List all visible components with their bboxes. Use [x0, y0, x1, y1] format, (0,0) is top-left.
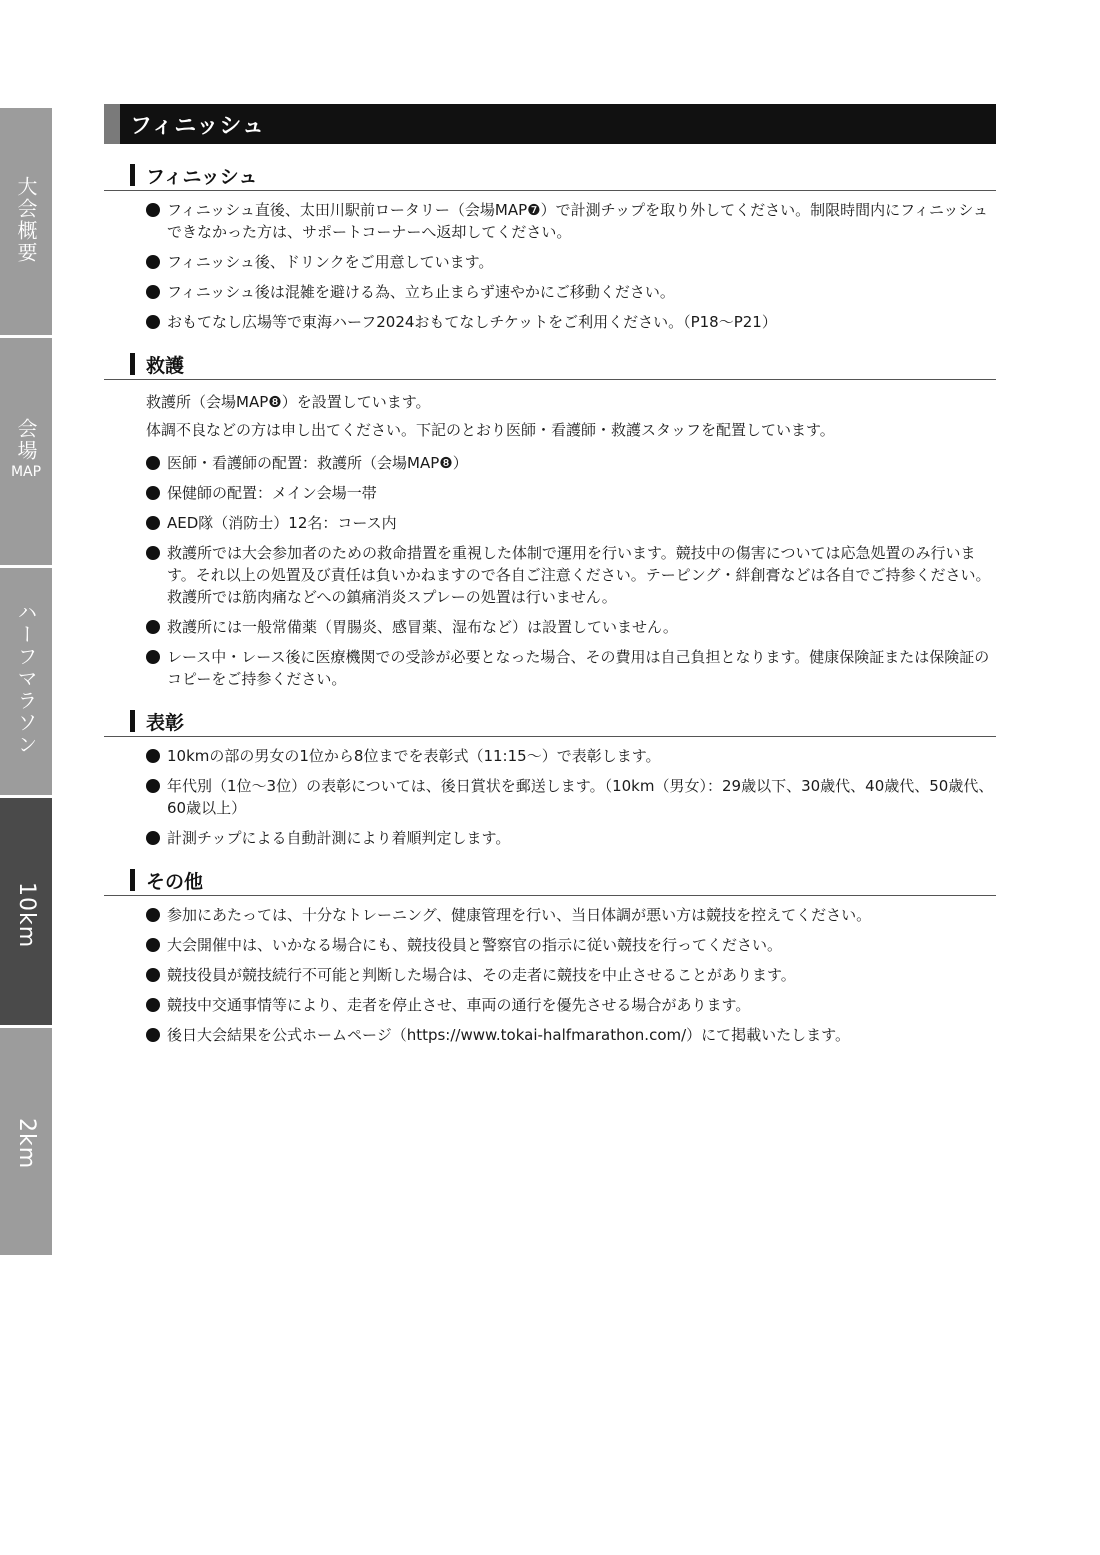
tab-10km[interactable] — [0, 798, 52, 1028]
bullet-icon — [146, 546, 160, 560]
tab-venue-map-sub: MAP — [10, 464, 42, 480]
bullet-list — [146, 904, 996, 1046]
bullet-icon — [146, 516, 160, 530]
bullet-icon — [146, 998, 160, 1012]
list-item — [146, 994, 996, 1016]
tab-overview[interactable] — [0, 108, 52, 338]
intro-line: 体調不良などの方は申し出てください。下記のとおり医師・看護師・救護スタッフを配置しています。 — [146, 421, 835, 439]
tab-10km-label: 10km — [14, 882, 39, 949]
list-item-text: 競技中交通事情等により、走者を停止させ、車両の通行を優先させる場合があります。 — [167, 996, 751, 1014]
list-item — [146, 616, 996, 638]
section-finish — [104, 160, 996, 333]
tab-half-marathon[interactable] — [0, 568, 52, 798]
list-item-text: 後日大会結果を公式ホームページ（https://www.tokai-halfmarathon.com/）にて掲載いたします。 — [167, 1026, 850, 1044]
bullet-icon — [146, 650, 160, 664]
list-item-text: 救護所では大会参加者のための救命措置を重視した体制で運用を行います。競技中の傷害については応急処置のみ行います。それ以上の処置及び責任は負いかねますので各自ご注意ください。テーピング・絆創膏などは各自でご持参ください。救護所では筋肉痛などへの鎮痛消炎スプレーの処置は行いません。 — [167, 544, 991, 606]
tab-venue-map-label: 会場 — [13, 418, 38, 462]
list-item-text: 大会開催中は、いかなる場合にも、競技役員と警察官の指示に従い競技を行ってください。 — [167, 936, 783, 954]
section-heading-finish — [104, 160, 996, 191]
tab-2km[interactable] — [0, 1028, 52, 1258]
bullet-icon — [146, 486, 160, 500]
page-content — [104, 104, 996, 1054]
bullet-icon — [146, 315, 160, 329]
section-heading-first-aid — [104, 349, 996, 380]
list-item-text: フィニッシュ後、ドリンクをご用意しています。 — [167, 253, 494, 271]
bullet-icon — [146, 779, 160, 793]
bullet-icon — [146, 620, 160, 634]
list-item-text: 計測チップによる自動計測により着順判定します。 — [167, 829, 511, 847]
list-item-text: AED隊（消防士）12名：コース内 — [167, 514, 397, 532]
list-item — [146, 1024, 996, 1046]
list-item-text: 年代別（1位～3位）の表彰については、後日賞状を郵送します。（10km（男女）：29歳以下、30歳代、40歳代、50歳代、60歳以上） — [167, 777, 994, 817]
bullet-list — [146, 452, 996, 690]
section-heading-text: フィニッシュ — [146, 165, 258, 188]
list-item — [146, 542, 996, 608]
list-item — [146, 646, 996, 690]
section-body-other — [104, 896, 996, 1046]
bullet-list — [146, 745, 996, 849]
page-title-bar — [104, 104, 996, 144]
list-item — [146, 775, 996, 819]
list-item-text: 医師・看護師の配置：救護所（会場MAP❽） — [167, 454, 468, 472]
tab-venue-map[interactable] — [0, 338, 52, 568]
list-item — [146, 311, 996, 333]
list-item — [146, 827, 996, 849]
list-item-text: フィニッシュ後は混雑を避ける為、立ち止まらず速やかにご移動ください。 — [167, 283, 675, 301]
list-item — [146, 964, 996, 986]
list-item-text: 10kmの部の男女の1位から8位までを表彰式（11:15～）で表彰します。 — [167, 747, 661, 765]
bullet-icon — [146, 203, 160, 217]
bullet-icon — [146, 908, 160, 922]
list-item-text: 救護所には一般常備薬（胃腸炎、感冒薬、湿布など）は設置していません。 — [167, 618, 678, 636]
section-body-awards — [104, 737, 996, 849]
bullet-icon — [146, 285, 160, 299]
tab-venue-map-stack — [11, 418, 41, 480]
list-item-text: フィニッシュ直後、太田川駅前ロータリー（会場MAP❼）で計測チップを取り外してください。制限時間内にフィニッシュできなかった方は、サポートコーナーへ返却してください。 — [167, 201, 989, 241]
list-item-text: レース中・レース後に医療機関での受診が必要となった場合、その費用は自己負担となります。健康保険証または保険証のコピーをご持参ください。 — [167, 648, 990, 688]
bullet-icon — [146, 456, 160, 470]
list-item-text: 競技役員が競技続行不可能と判断した場合は、その走者に競技を中止させることがあります。 — [167, 966, 796, 984]
tab-2km-label: 2km — [14, 1118, 39, 1170]
bullet-icon — [146, 749, 160, 763]
section-first-aid — [104, 349, 996, 690]
list-item — [146, 934, 996, 956]
list-item — [146, 904, 996, 926]
section-body-first-aid — [104, 380, 996, 690]
side-tabs — [0, 108, 52, 1258]
bullet-icon — [146, 831, 160, 845]
list-item — [146, 199, 996, 243]
list-item — [146, 482, 996, 504]
list-item — [146, 281, 996, 303]
list-item-text: おもてなし広場等で東海ハーフ2024おもてなしチケットをご利用ください。（P18～P21） — [167, 313, 777, 331]
bullet-icon — [146, 968, 160, 982]
tab-overview-label: 大会概要 — [14, 176, 38, 264]
section-heading-awards — [104, 706, 996, 737]
section-heading-text: その他 — [146, 870, 204, 893]
section-body-finish — [104, 191, 996, 333]
bullet-list — [146, 199, 996, 333]
list-item — [146, 251, 996, 273]
list-item — [146, 745, 996, 767]
tab-half-marathon-label: ハーフマラソン — [14, 602, 38, 756]
section-awards — [104, 706, 996, 849]
list-item-text: 参加にあたっては、十分なトレーニング、健康管理を行い、当日体調が悪い方は競技を控えてください。 — [167, 906, 872, 924]
list-item — [146, 452, 996, 474]
section-heading-other — [104, 865, 996, 896]
bullet-icon — [146, 938, 160, 952]
bullet-icon — [146, 255, 160, 269]
section-other — [104, 865, 996, 1046]
intro-line: 救護所（会場MAP❽）を設置しています。 — [146, 393, 431, 411]
list-item-text: 保健師の配置：メイン会場一帯 — [167, 484, 377, 502]
page-title: フィニッシュ — [130, 113, 265, 139]
list-item — [146, 512, 996, 534]
section-heading-text: 救護 — [146, 354, 185, 377]
section-heading-text: 表彰 — [146, 711, 185, 734]
bullet-icon — [146, 1028, 160, 1042]
